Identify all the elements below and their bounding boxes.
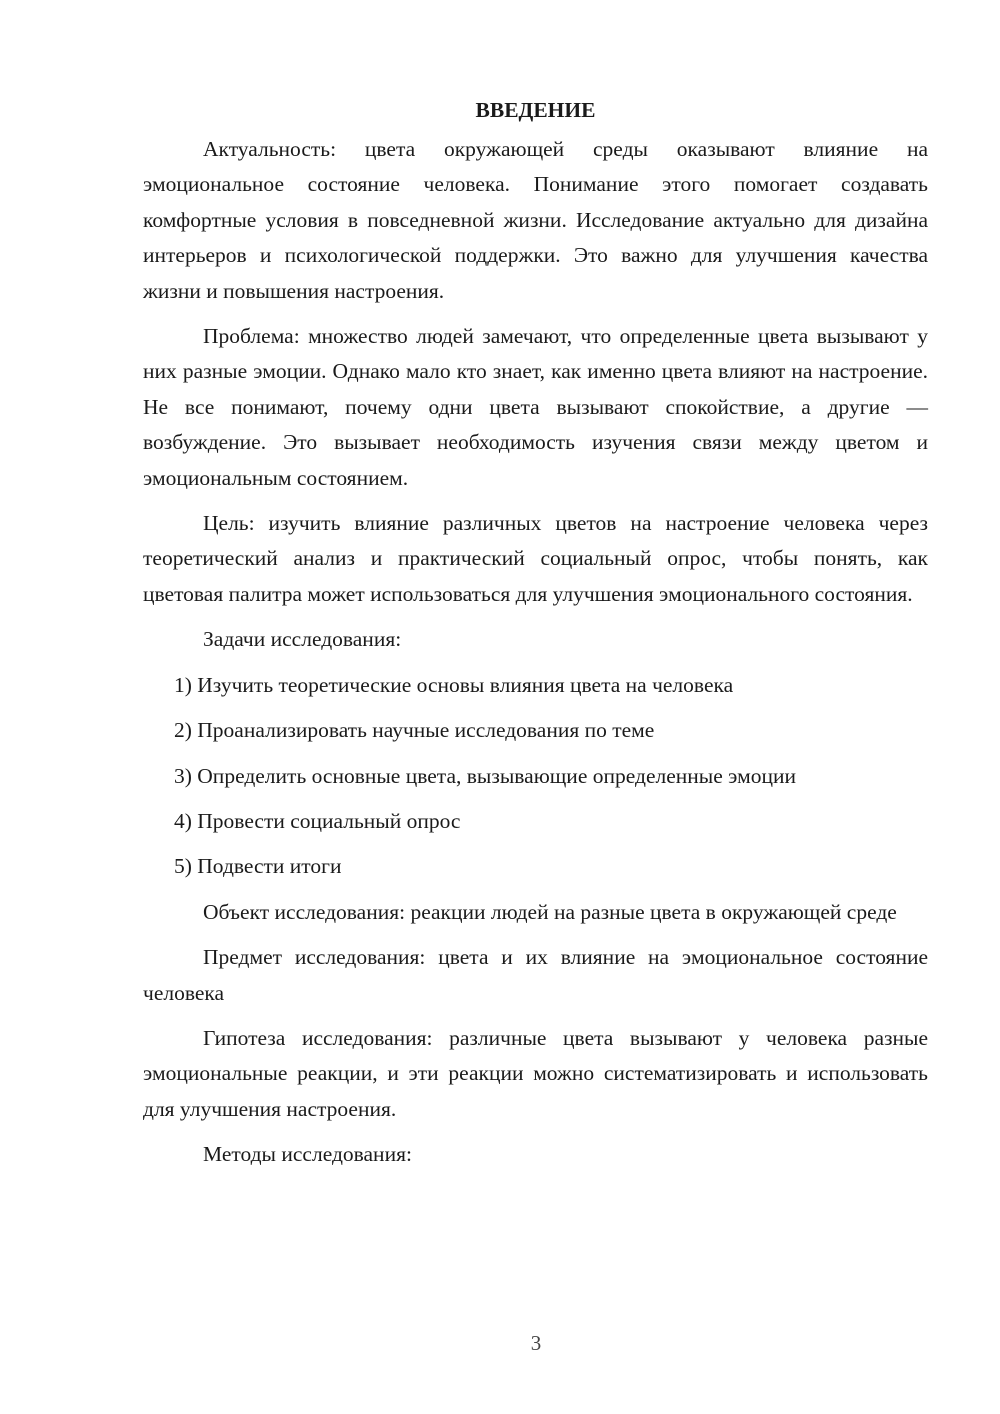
- tasks-heading: Задачи исследования:: [203, 627, 402, 652]
- task-item: 3) Определить основные цвета, вызывающие определенные эмоции: [174, 763, 797, 788]
- hypothesis-paragraph: Гипотеза исследования: различные цвета вызывают у человека разные эмоциональные реакции, и эти реакции можно систематизировать и использовать для улучшения настроения.: [143, 1025, 928, 1121]
- relevance-paragraph: Актуальность: цвета окружающей среды оказывают влияние на эмоциональное состояние человека. Понимание этого помогает создавать комфортные условия в повседневной жизни. Исследование актуально для дизайна интерьеров и психологической поддержки. Это важно для улучшения качества жизни и повышения настроения.: [143, 137, 928, 303]
- page-number: 3: [530, 1331, 542, 1355]
- subject-paragraph: Предмет исследования: цвета и их влияние на эмоциональное состояние человека: [143, 945, 928, 1005]
- methods-heading: Методы исследования:: [203, 1142, 412, 1167]
- section-title: ВВЕДЕНИЕ: [475, 98, 596, 122]
- tasks-list: [143, 668, 928, 885]
- goal-paragraph: Цель: изучить влияние различных цветов на настроение человека через теоретический анализ и практический социальный опрос, чтобы понять, как цветовая палитра может использоваться для улучшения эмоционального состояния.: [143, 511, 928, 606]
- task-item: 4) Провести социальный опрос: [174, 808, 461, 833]
- document-page: [143, 92, 928, 1183]
- object-paragraph: Объект исследования: реакции людей на разные цвета в окружающей среде: [203, 899, 897, 924]
- problem-paragraph: Проблема: множество людей замечают, что определенные цвета вызывают у них разные эмоции. Однако мало кто знает, как именно цвета влияют на настроение. Не все понимают, почему одни цвета вызывают спокойствие, а другие — возбуждение. Это вызывает необходимость изучения связи между цветом и эмоциональным состоянием.: [143, 324, 928, 490]
- task-item: 5) Подвести итоги: [174, 854, 342, 879]
- task-item: 1) Изучить теоретические основы влияния цвета на человека: [174, 672, 734, 697]
- task-item: 2) Проанализировать научные исследования по теме: [174, 718, 655, 743]
